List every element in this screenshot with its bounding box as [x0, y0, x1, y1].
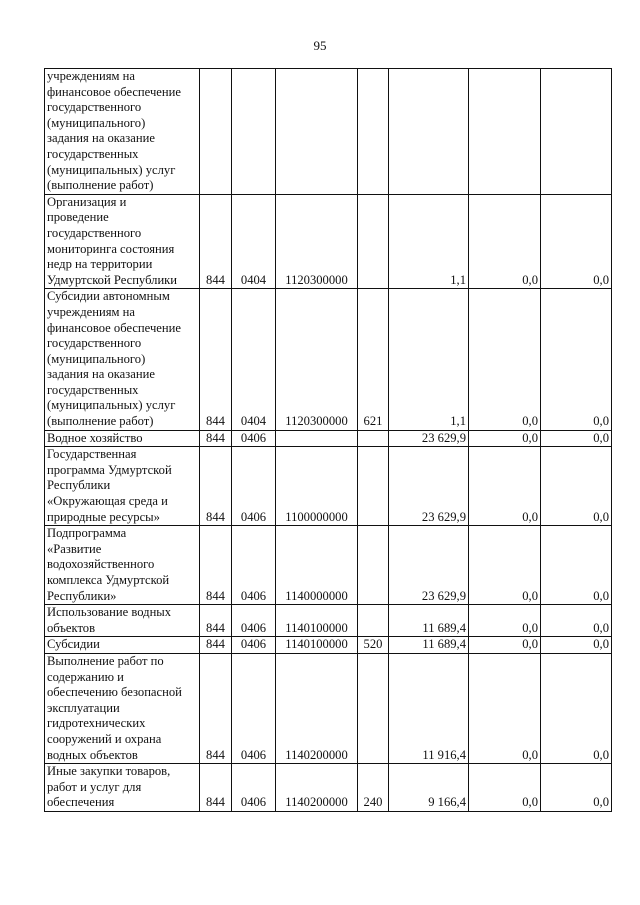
row-amount-1: 9 166,4 [389, 764, 469, 812]
row-section: 0406 [232, 430, 276, 447]
table-row [45, 69, 612, 195]
row-amount-2: 0,0 [469, 526, 541, 605]
row-amount-3: 0,0 [541, 194, 612, 289]
row-name: Подпрограмма «Развитие водохозяйственного комплекса Удмуртской Республики» [45, 526, 200, 605]
row-ministry: 844 [200, 430, 232, 447]
table-row [45, 764, 612, 812]
row-amount-2: 0,0 [469, 653, 541, 763]
row-ministry: 844 [200, 526, 232, 605]
row-amount-3: 0,0 [541, 526, 612, 605]
row-section: 0406 [232, 447, 276, 526]
row-name: Субсидии [45, 637, 200, 654]
page-number: 95 [313, 38, 327, 53]
row-type [358, 447, 389, 526]
table-row [45, 447, 612, 526]
row-name: Организация и проведение государственного мониторинга состояния недр на территории Удмуртской Республики [45, 194, 200, 289]
row-target: 1120300000 [276, 289, 358, 430]
table-row [45, 605, 612, 637]
row-name: Использование водных объектов [45, 605, 200, 637]
row-amount-2: 0,0 [469, 764, 541, 812]
row-type [358, 653, 389, 763]
row-amount-3 [541, 69, 612, 195]
table-row [45, 526, 612, 605]
row-amount-1: 1,1 [389, 289, 469, 430]
table-row [45, 194, 612, 289]
row-type [358, 69, 389, 195]
row-section: 0404 [232, 289, 276, 430]
row-target [276, 430, 358, 447]
row-target: 1140000000 [276, 526, 358, 605]
row-ministry: 844 [200, 194, 232, 289]
row-amount-1 [389, 69, 469, 195]
budget-table [44, 68, 612, 812]
row-amount-2: 0,0 [469, 194, 541, 289]
row-name: Выполнение работ по содержанию и обеспечению безопасной эксплуатации гидротехнических сооружений и охрана водных объектов [45, 653, 200, 763]
row-amount-3: 0,0 [541, 289, 612, 430]
row-section: 0404 [232, 194, 276, 289]
row-ministry: 844 [200, 653, 232, 763]
row-name: учреждениям на финансовое обеспечение государственного (муниципального) задания на оказание государственных (муниципальных) услуг (выполнение работ) [45, 69, 200, 195]
row-section: 0406 [232, 764, 276, 812]
row-name: Иные закупки товаров, работ и услуг для обеспечения [45, 764, 200, 812]
row-target: 1100000000 [276, 447, 358, 526]
row-target: 1140200000 [276, 653, 358, 763]
table-row [45, 430, 612, 447]
row-name: Государственная программа Удмуртской Республики «Окружающая среда и природные ресурсы» [45, 447, 200, 526]
table-row [45, 653, 612, 763]
row-name: Водное хозяйство [45, 430, 200, 447]
row-amount-1: 23 629,9 [389, 430, 469, 447]
row-amount-3: 0,0 [541, 637, 612, 654]
row-ministry: 844 [200, 289, 232, 430]
row-amount-2: 0,0 [469, 447, 541, 526]
row-type [358, 605, 389, 637]
row-type [358, 430, 389, 447]
row-ministry: 844 [200, 447, 232, 526]
row-type: 621 [358, 289, 389, 430]
row-section: 0406 [232, 637, 276, 654]
row-type [358, 194, 389, 289]
row-amount-3: 0,0 [541, 764, 612, 812]
row-ministry: 844 [200, 637, 232, 654]
row-amount-2: 0,0 [469, 430, 541, 447]
row-target: 1120300000 [276, 194, 358, 289]
row-section: 0406 [232, 653, 276, 763]
row-amount-1: 11 689,4 [389, 637, 469, 654]
row-name: Субсидии автономным учреждениям на финансовое обеспечение государственного (муниципального) задания на оказание государственных (муниципальных) услуг (выполнение работ) [45, 289, 200, 430]
table-row [45, 637, 612, 654]
row-amount-2 [469, 69, 541, 195]
table-row [45, 289, 612, 430]
row-amount-3: 0,0 [541, 653, 612, 763]
row-amount-3: 0,0 [541, 605, 612, 637]
row-target: 1140100000 [276, 637, 358, 654]
row-amount-1: 11 916,4 [389, 653, 469, 763]
row-amount-3: 0,0 [541, 430, 612, 447]
row-amount-1: 23 629,9 [389, 526, 469, 605]
row-amount-2: 0,0 [469, 605, 541, 637]
row-type: 240 [358, 764, 389, 812]
row-ministry: 844 [200, 764, 232, 812]
row-section: 0406 [232, 605, 276, 637]
row-type: 520 [358, 637, 389, 654]
row-amount-2: 0,0 [469, 637, 541, 654]
row-target: 1140100000 [276, 605, 358, 637]
row-amount-1: 11 689,4 [389, 605, 469, 637]
row-amount-1: 1,1 [389, 194, 469, 289]
row-type [358, 526, 389, 605]
row-target: 1140200000 [276, 764, 358, 812]
row-amount-3: 0,0 [541, 447, 612, 526]
row-amount-2: 0,0 [469, 289, 541, 430]
row-amount-1: 23 629,9 [389, 447, 469, 526]
row-section: 0406 [232, 526, 276, 605]
row-ministry: 844 [200, 605, 232, 637]
row-target [276, 69, 358, 195]
row-section [232, 69, 276, 195]
row-ministry [200, 69, 232, 195]
